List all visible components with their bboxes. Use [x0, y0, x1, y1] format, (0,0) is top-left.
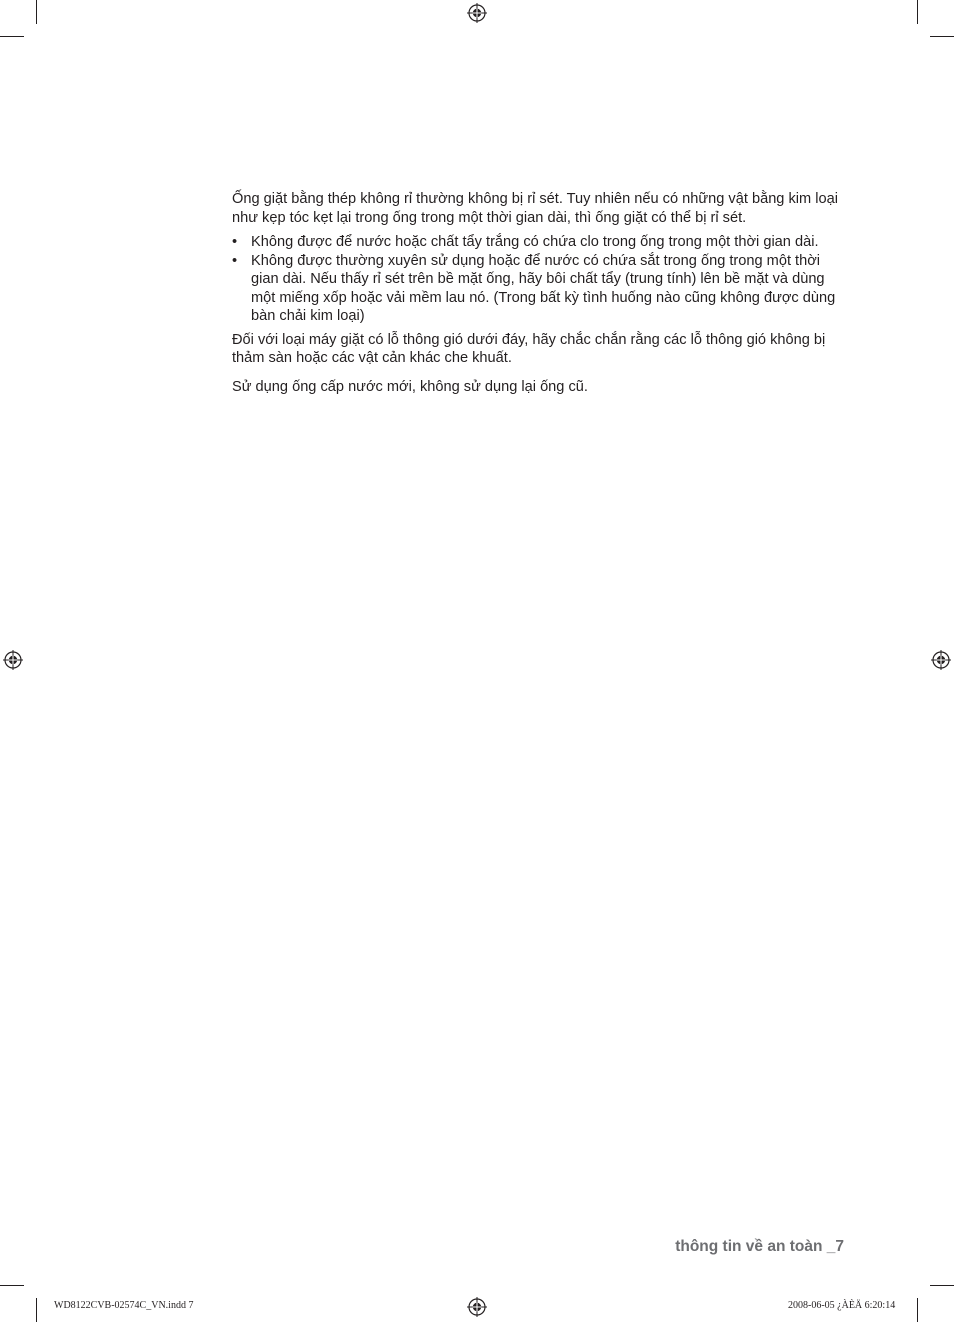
crop-mark-top-left-horizontal	[0, 36, 24, 37]
crop-mark-bottom-left-vertical	[36, 1298, 37, 1322]
safety-info-section	[232, 190, 844, 396]
registration-target-icon	[3, 650, 23, 670]
list-item	[232, 233, 844, 252]
list-item-text: Không được để nước hoặc chất tẩy trắng có chứa clo trong ống trong một thời gian dài.	[251, 234, 819, 250]
slug-file-name: WD8122CVB-02574C_VN.indd 7	[54, 1300, 194, 1311]
registration-target-icon	[467, 3, 487, 23]
registration-target-icon	[931, 650, 951, 670]
vent-paragraph: Đối với loại máy giặt có lỗ thông gió dưới đáy, hãy chắc chắn rằng các lỗ thông gió không bị thảm sàn hoặc các vật cản khác che khuất.	[232, 331, 826, 366]
bullet-list	[232, 233, 844, 326]
crop-mark-bottom-left-horizontal	[0, 1285, 24, 1286]
bullet-icon: •	[232, 234, 238, 250]
crop-mark-top-right-vertical	[917, 0, 918, 24]
bullet-icon: •	[232, 252, 238, 269]
crop-mark-top-left-vertical	[36, 0, 37, 24]
registration-target-icon	[467, 1297, 487, 1317]
intro-paragraph: Ống giặt bằng thép không rỉ thường không bị rỉ sét. Tuy nhiên nếu có những vật bằng kim loại như kẹp tóc kẹt lại trong ống trong một thời gian dài, thì ống giặt có thể bị rỉ sét.	[232, 191, 838, 226]
crop-mark-bottom-right-vertical	[917, 1298, 918, 1322]
list-item-text: Không được thường xuyên sử dụng hoặc để nước có chứa sắt trong ống trong một thời gian dài. Nếu thấy rỉ sét trên bề mặt ống, hãy bôi chất tẩy (trung tính) lên bề mặt và dùng một miếng xốp hoặc vải mềm lau nó. (Trong bất kỳ tình huống nào cũng không được dùng bàn chải kim loại)	[251, 252, 836, 324]
hose-paragraph: Sử dụng ống cấp nước mới, không sử dụng lại ống cũ.	[232, 378, 588, 395]
slug-timestamp: 2008-06-05 ¿ÀÈÄ 6:20:14	[788, 1300, 896, 1311]
crop-mark-bottom-right-horizontal	[930, 1285, 954, 1286]
list-item	[232, 252, 844, 326]
page-footer-label: thông tin về an toàn _7	[675, 1238, 844, 1255]
crop-mark-top-right-horizontal	[930, 36, 954, 37]
